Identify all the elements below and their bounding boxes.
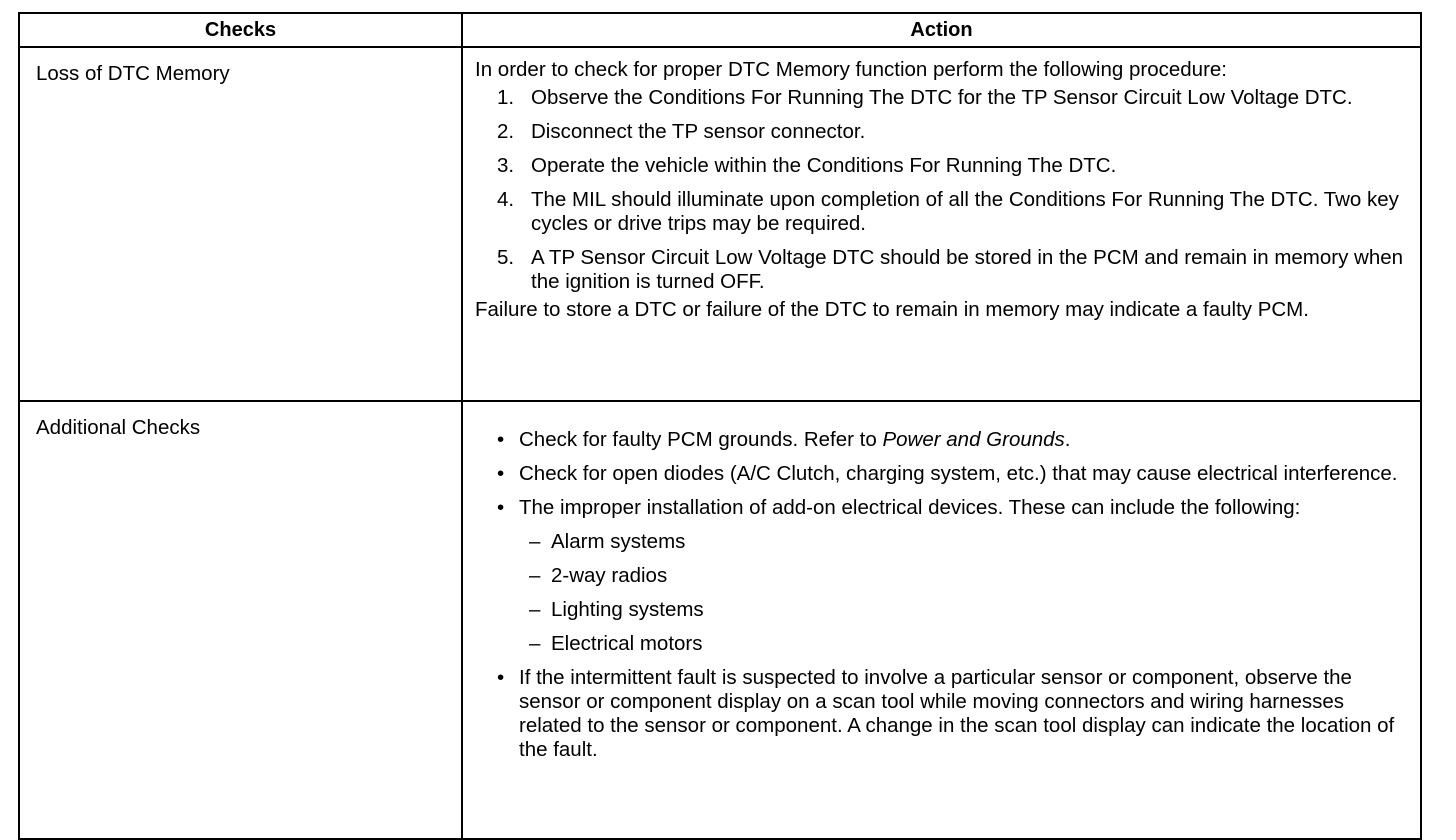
dash-icon: – <box>529 530 541 553</box>
step-text: The MIL should illuminate upon completion of all the Conditions For Running The DTC. Two key cycles or drive trips may be required. <box>531 188 1399 235</box>
cross-reference-link[interactable]: Power and Grounds <box>882 428 1065 451</box>
dash-icon: – <box>529 564 541 587</box>
step-number: 3. <box>497 154 515 177</box>
bullet-icon: • <box>497 462 505 485</box>
check-cell-additional-checks: Additional Checks <box>19 401 462 839</box>
sub-list-item <box>519 530 1410 554</box>
bullet-icon: • <box>497 428 505 451</box>
step-text: Disconnect the TP sensor connector. <box>531 120 866 143</box>
procedure-step <box>475 188 1410 236</box>
step-text: A TP Sensor Circuit Low Voltage DTC should be stored in the PCM and remain in memory when the ignition is turned OFF. <box>531 246 1404 293</box>
header-action: Action <box>462 13 1421 47</box>
document-page <box>18 12 1420 840</box>
bullet-text: Check for open diodes (A/C Clutch, charging system, etc.) that may cause electrical interference. <box>519 462 1398 485</box>
bullet-text-end: . <box>1064 428 1071 451</box>
header-row <box>19 13 1421 47</box>
additional-checks-list <box>475 428 1410 762</box>
sub-list-item <box>519 632 1410 656</box>
step-number: 2. <box>497 120 515 143</box>
procedure-step <box>475 246 1410 294</box>
step-text: Operate the vehicle within the Conditions For Running The DTC. <box>531 154 1117 177</box>
procedure-steps <box>475 86 1410 294</box>
list-item <box>475 428 1410 452</box>
device-sublist <box>519 530 1410 656</box>
header-checks: Checks <box>19 13 462 47</box>
dash-icon: – <box>529 632 541 655</box>
procedure-step <box>475 86 1410 110</box>
action-cell-loss-of-dtc-memory <box>462 47 1421 401</box>
action-cell-additional-checks <box>462 401 1421 839</box>
bullet-icon: • <box>497 666 505 689</box>
bullet-text: The improper installation of add-on electrical devices. These can include the following: <box>519 496 1301 519</box>
sub-list-item <box>519 564 1410 588</box>
bullet-icon: • <box>497 496 505 519</box>
sub-list-item <box>519 598 1410 622</box>
procedure-step <box>475 154 1410 178</box>
sub-item-text: Alarm systems <box>551 530 686 553</box>
procedure-intro: In order to check for proper DTC Memory function perform the following procedure: <box>475 58 1227 81</box>
check-cell-loss-of-dtc-memory: Loss of DTC Memory <box>19 47 462 401</box>
bullet-text: Check for faulty PCM grounds. Refer to <box>519 428 883 451</box>
step-number: 4. <box>497 188 515 211</box>
sub-item-text: Lighting systems <box>551 598 704 621</box>
step-text: Observe the Conditions For Running The DTC for the TP Sensor Circuit Low Voltage DTC. <box>531 86 1353 109</box>
list-item <box>475 496 1410 656</box>
bullet-text: If the intermittent fault is suspected to involve a particular sensor or component, observe the sensor or component display on a scan tool while moving connectors and wiring harnesses related to the sensor or component. A change in the scan tool display can indicate the location of the fault. <box>519 666 1395 761</box>
dash-icon: – <box>529 598 541 621</box>
step-number: 1. <box>497 86 515 109</box>
procedure-outro: Failure to store a DTC or failure of the DTC to remain in memory may indicate a faulty PCM. <box>475 298 1309 321</box>
sub-item-text: Electrical motors <box>551 632 703 655</box>
step-number: 5. <box>497 246 515 269</box>
list-item <box>475 666 1410 762</box>
table-row <box>19 401 1421 839</box>
table-row <box>19 47 1421 401</box>
procedure-step <box>475 120 1410 144</box>
sub-item-text: 2-way radios <box>551 564 668 587</box>
diagnostic-checks-table <box>18 12 1422 840</box>
list-item <box>475 462 1410 486</box>
